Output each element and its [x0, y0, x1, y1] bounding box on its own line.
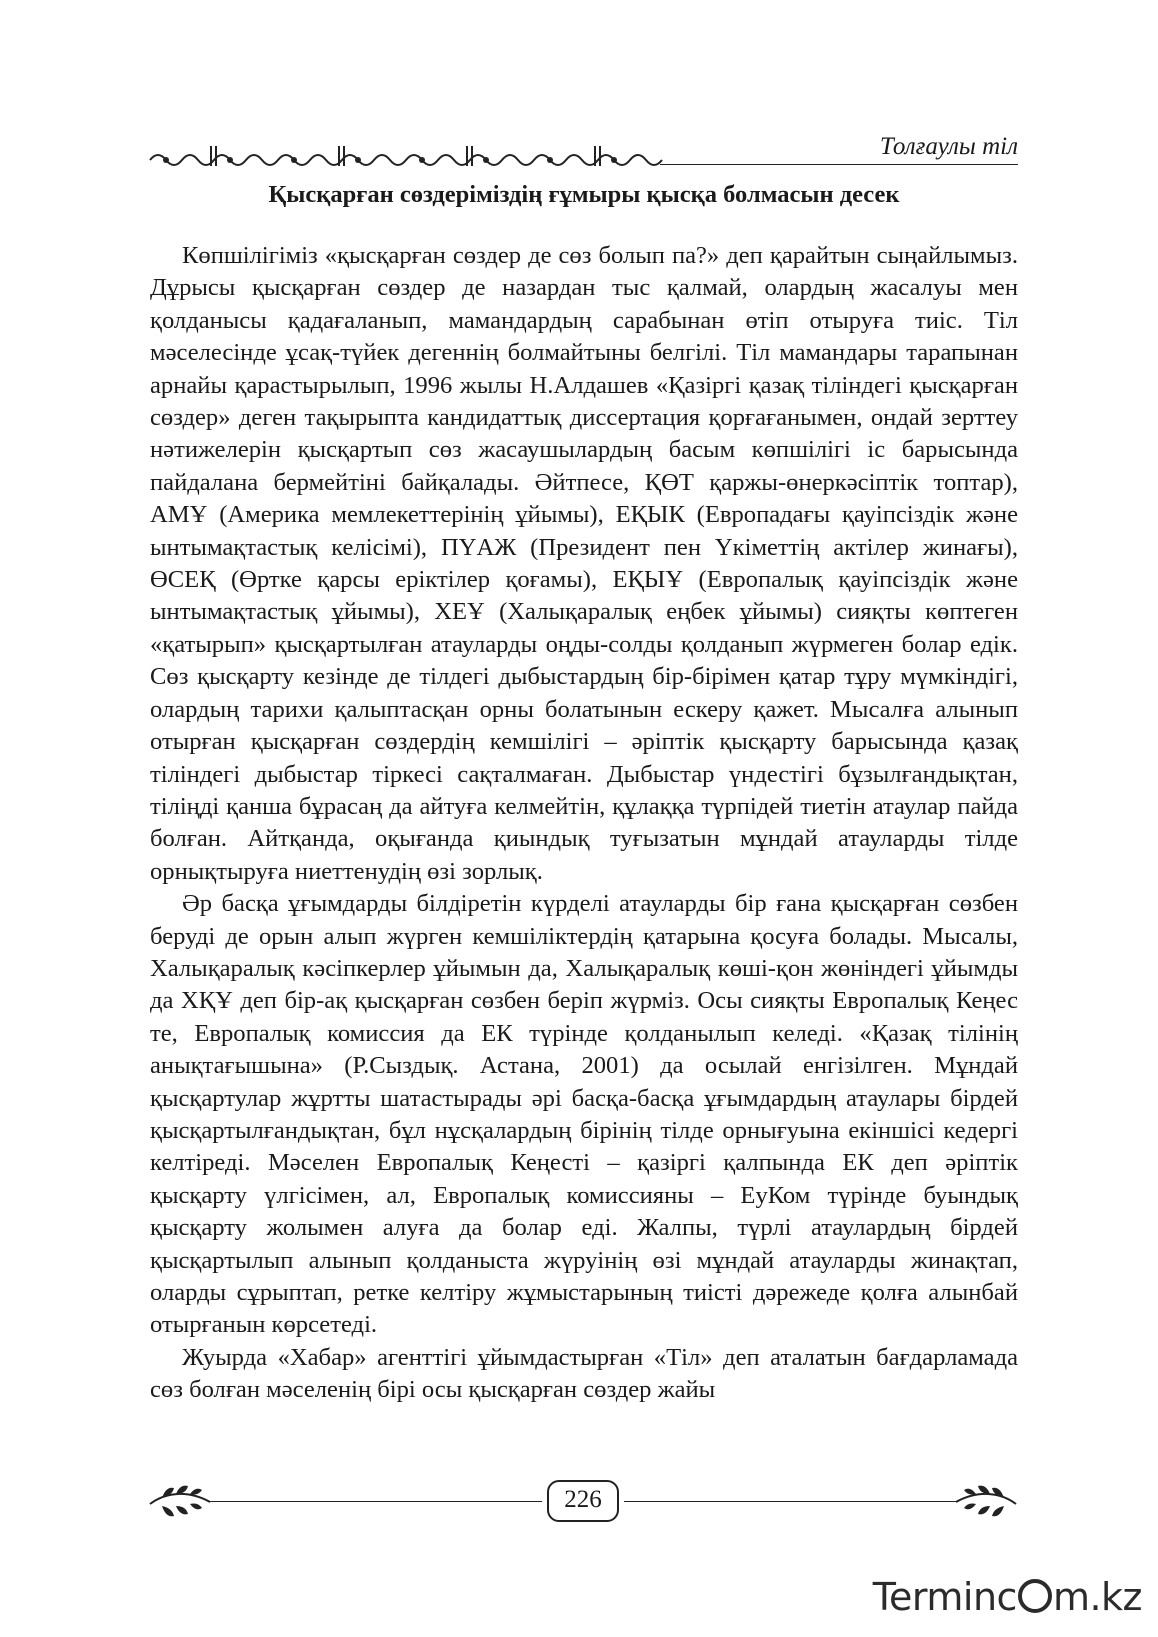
globe-icon	[1018, 1579, 1052, 1613]
paragraph: Әр басқа ұғымдарды білдіретін күрделі атауларды бір ғана қысқарған сөзбен беруді де орын алып жүрген кемшіліктердің қатарына қосуға болады. Мысалы, Халықаралық кәсіпкерлер ұйымын да, Халықаралық көші-қон жөніндегі ұйымды да ХҚҰ деп бір-ақ қысқарған сөзбен беріп жүрміз. Осы сияқты Европалық Кеңес те, Европалық комиссия да ЕК түрінде қолданылып келеді. «Қазақ тілінің анықтағышына» (Р.Сыздық. Астана, 2001) да осылай енгізілген. Мұндай қысқартулар жұртты шатастырады әрі басқа-басқа ұғымдардың атаулары бірдей қысқартылғандықтан, бұл нұсқалардың бірінің тілде орнығуына екіншісі кедергі келтіреді. Мәселен Европалық Кеңесті – қазіргі қалпында ЕК деп әріптік қысқарту үлгісімен, ал, Европалық комиссияны – ЕуКом түрінде буындық қысқарту жолымен алуға да болар еді. Жалпы, түрлі атаулардың бірдей қысқартылып алынып қолданыста жүруінің өзі мұндай атауларды жинақтап, оларды сұрыптап, ретке келтіру жұмыстарының тиісті дәрежеде қолға алынбай отырғанын көрсетеді.	[150, 890, 1018, 1339]
paragraph: Жуырда «Хабар» агенттігі ұйымдастырған «Тіл» деп аталатын бағдарламада сөз болған мәселенің бірі осы қысқарған сөздер жайы	[150, 1343, 1018, 1404]
header-ornament	[148, 140, 668, 172]
site-watermark	[873, 1575, 1142, 1619]
footer-rule	[208, 1501, 542, 1502]
running-title: Толғаулы тіл	[879, 133, 1018, 160]
header-rule	[660, 164, 1018, 165]
leaf-ornament-icon	[148, 1482, 212, 1522]
page-number: 226	[547, 1480, 619, 1522]
watermark-part: c	[996, 1575, 1017, 1619]
watermark-part: m.kz	[1052, 1575, 1142, 1619]
page-footer	[148, 1480, 1018, 1524]
leaf-ornament-icon	[954, 1482, 1018, 1522]
article-body	[150, 240, 1018, 1407]
paragraph: Көпшілігіміз «қысқарған сөздер де сөз болып па?» деп қарайтын сыңайлымыз. Дұрысы қысқарған сөздер де назардан тыс қалмай, олардың жасалуы мен қолданысы қадағаланып, мамандардың сарабынан өтіп отыруға тиіс. Тіл мәселесінде ұсақ-түйек дегеннің болмайтыны белгілі. Тіл мамандары тарапынан арнайы қарастырылып, 1996 жылы Н.Алдашев «Қазіргі қазақ тіліндегі қысқарған сөздер» деген тақырыпта кандидаттық диссертация қорғағанымен, ондай зерттеу нәтижелерін қысқартып сөз жасаушылардың басым көпшілігі іс барысында пайдалана бермейтіні байқалады. Әйтпесе, ҚӨТ қаржы-өнеркәсіптік топтар), АМҰ (Америка мемлекеттерінің ұйымы), ЕҚЫК (Европадағы қауіпсіздік және ынтымақтастық келісімі), ПҮАЖ (Президент пен Үкіметтің актілер жинағы), ӨСЕҚ (Өртке қарсы еріктілер қоғамы), ЕҚЫҰ (Европалық қауіпсіздік және ынтымақтастық ұйымы), ХЕҰ (Халықаралық еңбек ұйымы) сияқты көптеген «қатырып» қысқартылған атауларды оңды-солды қолданып жүрмеген болар едік. Сөз қысқарту кезінде де тілдегі дыбыстардың бір-бірімен қатар тұру мүмкіндігі, олардың тарихи қалыптасқан орны болатынын ескеру қажет. Мысалға алынып отырған қысқарған сөздердің кемшілігі – әріптік қысқарту барысында қазақ тіліндегі дыбыстар тіркесі сақталмаған. Дыбыстар үндестігі бұзылғандықтан, тіліңді қанша бұрасаң да айтуға келмейтін, құлаққа түрпідей тиетін атаулар пайда болған. Айтқанда, оқығанда қиындық туғызатын мұндай атауларды тілде орнықтыруға ниеттенудің өзі зорлық.	[150, 242, 1018, 885]
watermark-part: Termin	[872, 1575, 997, 1619]
footer-rule	[624, 1501, 958, 1502]
article-title: Қысқарған сөздеріміздің ғұмыры қысқа болмасын десек	[268, 181, 900, 208]
